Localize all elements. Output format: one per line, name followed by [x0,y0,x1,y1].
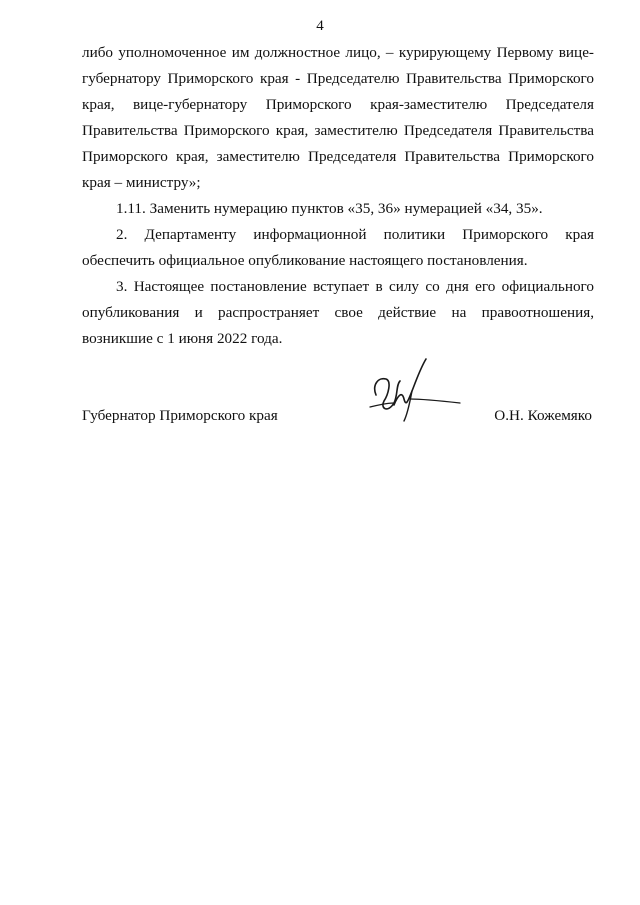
text-line: 3. Настоящее постановление вступает в силу со дня его официального [116,278,594,295]
text-line: Приморского края, заместителю Председателя Правительства Приморского [82,148,594,165]
paragraph-1-11 [82,196,594,222]
document-body [82,40,594,352]
text-line: либо уполномоченное им должностное лицо, – курирующему Первому вице- [82,44,594,61]
text-line: опубликования и распространяет свое действие на правоотношения, [82,304,594,321]
page-number: 4 [316,18,324,34]
paragraph-continuation [82,40,594,196]
text-line: обеспечить официальное опубликование настоящего постановления. [82,252,528,269]
text-line: губернатору Приморского края - Председателю Правительства Приморского [82,70,594,87]
signature-block [82,407,594,437]
paragraph-3 [82,274,594,352]
signatory-title: Губернатор Приморского края [82,407,278,424]
text-line: края – министру»; [82,174,201,191]
text-line: 1.11. Заменить нумерацию пунктов «35, 36» нумерацией «34, 35». [116,200,543,217]
text-line: Правительства Приморского края, заместителю Председателя Правительства [82,122,594,139]
text-line: края, вице-губернатору Приморского края-заместителю Председателя [82,96,594,113]
text-line: 2. Департаменту информационной политики Приморского края [116,226,594,243]
signatory-name: О.Н. Кожемяко [494,407,592,424]
paragraph-2 [82,222,594,274]
text-line: возникшие с 1 июня 2022 года. [82,330,283,347]
